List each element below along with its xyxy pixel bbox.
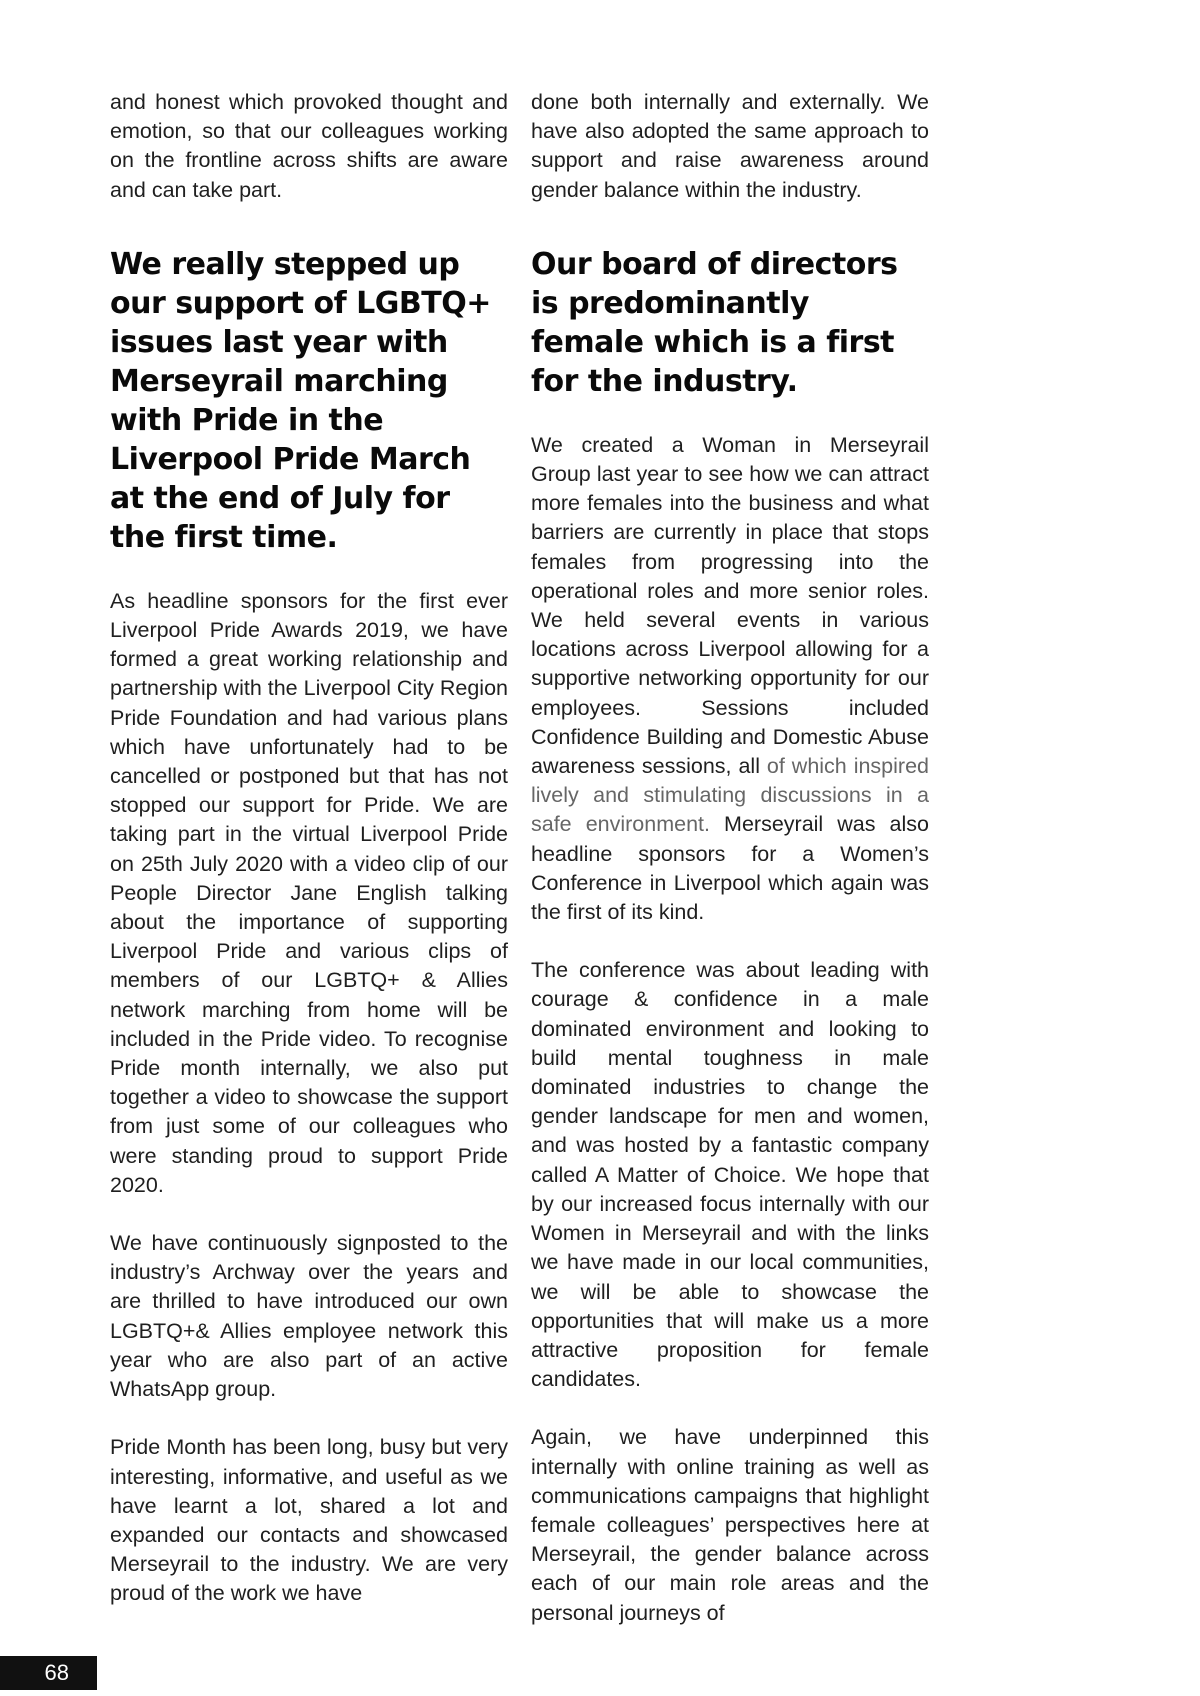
- pride-sponsorship-paragraph: As headline sponsors for the first ever Liverpool Pride Awards 2019, we have formed a great working relationship and partnership with the Liverpool City Region Pride Foundation and had various plans which have unfortunately had to be cancelled or postponed but that has not stopped our support for Pride. We are taking part in the virtual Liverpool Pride on 25th July 2020 with a video clip of our People Director Jane English talking about the importance of supporting Liverpool Pride and various clips of members of our LGBTQ+ & Allies network marching from home will be included in the Pride video. To recognise Pride month internally, we also put together a video to showcase the support from just some of our colleagues who were standing proud to support Pride 2020.: [110, 588, 508, 1197]
- page-number: 68: [44, 1660, 69, 1685]
- women-paragraph-text-start: We created a Woman in Merseyrail Group last year to see how we can attract more females into the business and what barriers are currently in place that stops females from progressing into the operational roles and more senior roles. We held several events in various locations across Liverpool allowing for a supportive networking opportunity for our employees. Sessions included Confidence Building and Domestic Abuse awareness sessions, all: [531, 432, 929, 779]
- women-in-merseyrail-paragraph: [531, 431, 929, 927]
- conference-paragraph: The conference was about leading with courage & confidence in a male dominated environment and looking to build mental toughness in male dominated industries to change the gender landscape for men and women, and was hosted by a fantastic company called A Matter of Choice. We hope that by our increased focus internally with our Women in Merseyrail and with the links we have made in our local communities, we will be able to showcase the opportunities that will make us a more attractive proposition for female candidates.: [531, 958, 929, 1392]
- women-paragraph-grey-text: of which inspired lively and stimulating discussions in a safe environment.: [531, 754, 929, 837]
- pride-month-paragraph: Pride Month has been long, busy but very interesting, informative, and useful as we have learnt a lot, shared a lot and expanded our contacts and showcased Merseyrail to the industry. We are very proud of the work we have: [110, 1435, 508, 1606]
- left-intro-paragraph: and honest which provoked thought and emotion, so that our colleagues working on the frontline across shifts are aware and can take part.: [110, 90, 508, 202]
- archway-network-paragraph: We have continuously signposted to the industry’s Archway over the years and are thrilled to have introduced our own LGBTQ+& Allies employee network this year who are also part of an active WhatsApp group.: [110, 1231, 508, 1402]
- left-column: [110, 88, 508, 1609]
- right-intro-paragraph: done both internally and externally. We have also adopted the same approach to support and raise awareness around gender balance within the industry.: [531, 90, 929, 202]
- right-column: [531, 88, 929, 1628]
- left-pull-quote-heading: We really stepped up our support of LGBTQ+ issues last year with Merseyrail marching with Pride in the Liverpool Pride March at the end of July for the first time.: [110, 246, 491, 555]
- women-paragraph-text-end: Merseyrail was also headline sponsors for a Women’s Conference in Liverpool which again was the first of its kind.: [531, 812, 929, 925]
- page-number-badge: [0, 1656, 97, 1690]
- right-pull-quote-heading: Our board of directors is predominantly female which is a first for the industry.: [531, 246, 898, 399]
- training-campaigns-paragraph: Again, we have underpinned this internally with online training as well as communications campaigns that highlight female colleagues’ perspectives here at Merseyrail, the gender balance across each of our main role areas and the personal journeys of: [531, 1425, 929, 1625]
